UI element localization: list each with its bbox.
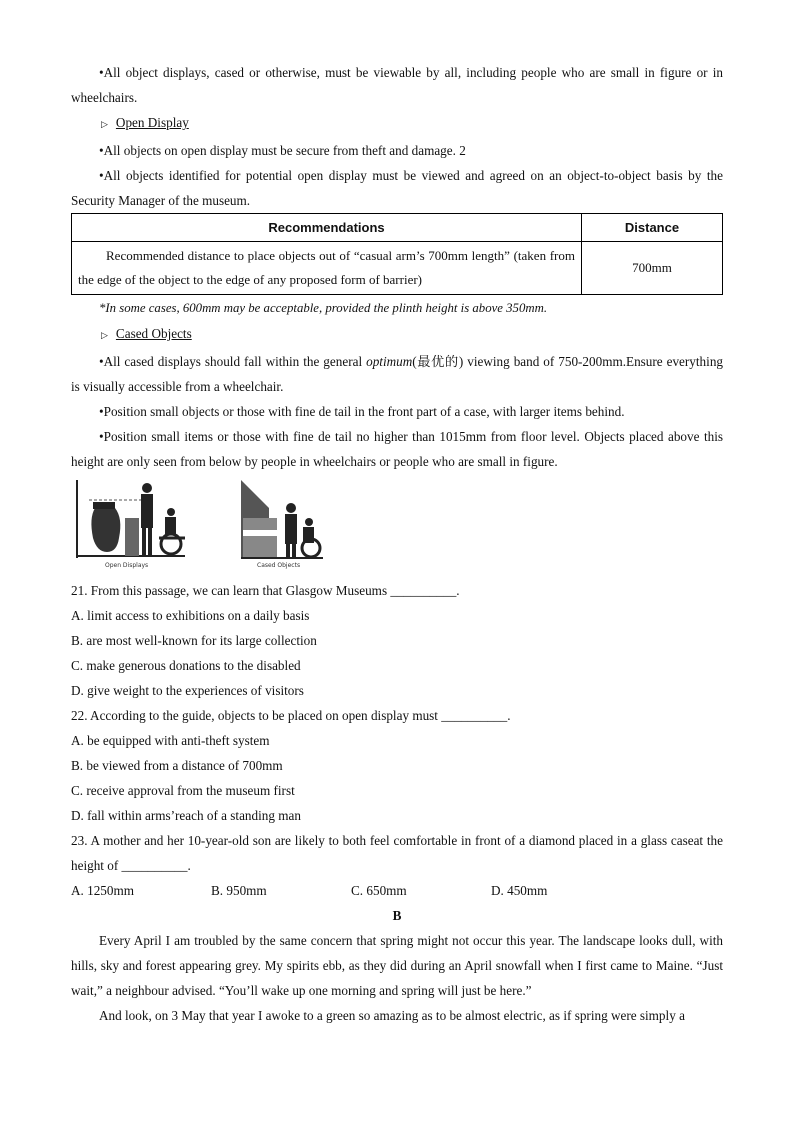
distance-value: 700mm (582, 242, 723, 295)
question-21-option-a: A. limit access to exhibitions on a daily basis (71, 608, 310, 623)
optimum-word: optimum (366, 354, 413, 369)
footnote: *In some cases, 600mm may be acceptable, provided the plinth height is above 350mm. (99, 301, 548, 315)
question-21-option-c: C. make generous donations to the disabled (71, 658, 301, 673)
table-header-row (72, 214, 723, 242)
question-21-option-b: B. are most well-known for its large collection (71, 633, 317, 648)
table-row (72, 242, 723, 295)
cased-objects-heading: ▷ Cased Objects (101, 326, 192, 341)
open-displays-illustration (75, 478, 187, 570)
illustrations (71, 478, 723, 578)
question-23: 23. A mother and her 10-year-old son are likely to both feel comfortable in front of a diamond placed in a glass caseat the height of __________. (71, 833, 723, 873)
paragraph-viewable: •All object displays, cased or otherwise, must be viewable by all, including people who are small in figure or in wheelchairs. (71, 65, 723, 105)
passage-b-paragraph-1: Every April I am troubled by the same concern that spring might not occur this year. The landscape looks dull, with hills, sky and forest appearing grey. My spirits ebb, as they did during an April snowfall when I first came to Maine. “Just wait,” a neighbour advised. “You’ll wake up one morning and spring will just be here.” (71, 933, 723, 998)
recommendation-text-content: Recommended distance to place objects out of “casual arm’s 700mm length” (taken from the edge of the object to the edge of any proposed form of barrier) (78, 248, 575, 287)
recommendation-text (72, 242, 582, 295)
open-display-heading: ▷ Open Display (101, 115, 189, 130)
section-b-heading: B (392, 908, 402, 923)
question-23-option-d: D. 450mm (491, 883, 548, 898)
question-23-option-c: C. 650mm (351, 883, 407, 898)
question-23-option-a: A. 1250mm (71, 883, 135, 898)
question-22-option-a: A. be equipped with anti-theft system (71, 733, 270, 748)
cased-objects-illustration (239, 478, 327, 570)
table-header-distance: Distance (582, 214, 723, 242)
cased-objects-caption: Cased Objects (257, 562, 301, 569)
paragraph-optimum (71, 349, 723, 399)
table-header-recommendations: Recommendations (72, 214, 582, 242)
paragraph-position-height: •Position small items or those with fine de tail no higher than 1015mm from floor level. Objects placed above this height are only seen from below by people in wheelchairs or people who are small in figure. (71, 429, 723, 469)
passage-b-paragraph-2: And look, on 3 May that year I awoke to a green so amazing as to be almost electric, as if spring were simply a (99, 1008, 685, 1023)
recommendations-table (71, 213, 723, 295)
question-23-option-b: B. 950mm (211, 883, 267, 898)
open-displays-caption: Open Displays (105, 562, 149, 569)
triangle-bullet-icon: ▷ (101, 331, 108, 341)
question-22-option-b: B. be viewed from a distance of 700mm (71, 758, 283, 773)
paragraph-position-front: •Position small objects or those with fine de tail in the front part of a case, with larger items behind. (99, 404, 625, 419)
paragraph-secure: •All objects on open display must be secure from theft and damage. 2 (99, 143, 466, 158)
triangle-bullet-icon: ▷ (101, 120, 108, 130)
document-page (71, 60, 723, 1028)
question-22-option-c: C. receive approval from the museum first (71, 783, 295, 798)
question-23-options (71, 878, 723, 903)
question-21-option-d: D. give weight to the experiences of visitors (71, 683, 304, 698)
question-22-option-d: D. fall within arms’reach of a standing man (71, 808, 301, 823)
question-22: 22. According to the guide, objects to be placed on open display must __________. (71, 708, 511, 723)
question-21: 21. From this passage, we can learn that Glasgow Museums __________. (71, 583, 460, 598)
optimum-text-a: •All cased displays should fall within the general (99, 354, 367, 369)
paragraph-identified: •All objects identified for potential open display must be viewed and agreed on an object-to-object basis by the Security Manager of the museum. (71, 168, 723, 208)
optimum-text-b: (最优的) viewing band of 750-200mm.Ensure everything is visually accessible from a wheelchair. (71, 354, 724, 394)
